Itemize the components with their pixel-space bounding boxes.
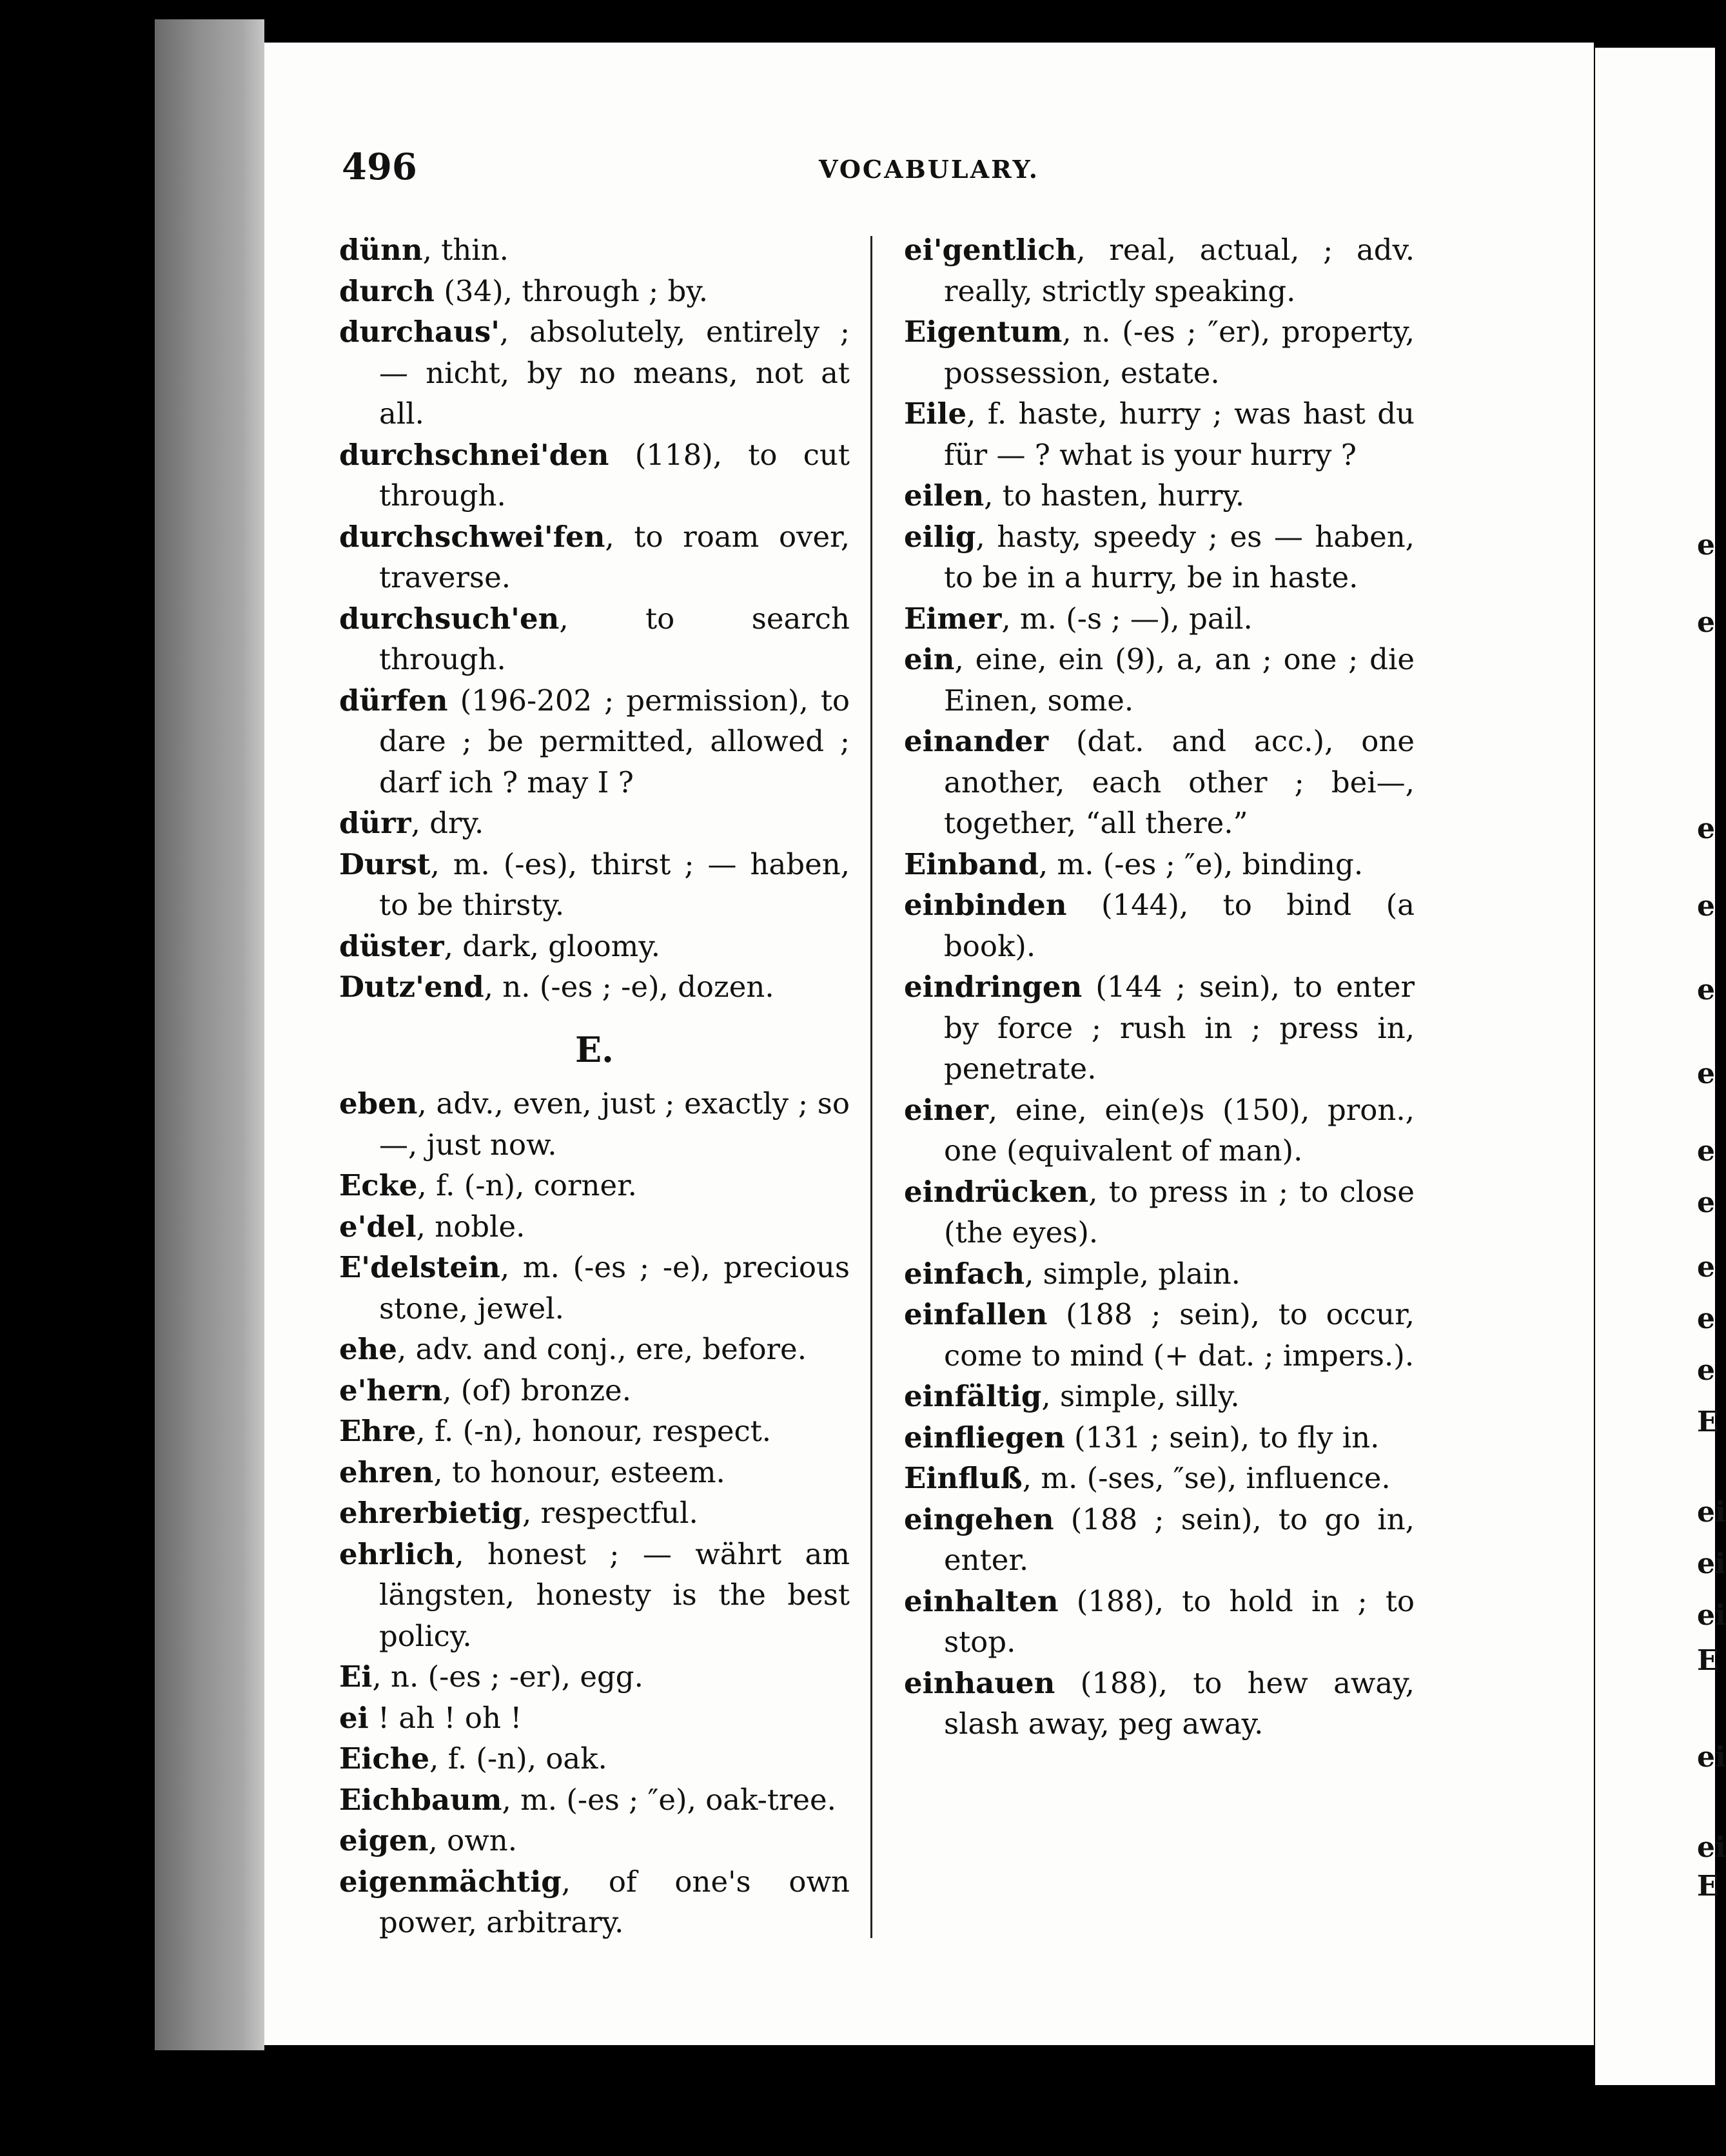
entry-definition: , to search through. [379, 601, 850, 676]
entry-definition: , m. (-es ; -e), precious stone, jewel. [379, 1250, 850, 1326]
entry-definition: , honest ; — währt am längsten, honesty is the best policy. [379, 1536, 850, 1653]
entry-headword: eigenmächtig [339, 1864, 562, 1899]
vocab-entry [904, 1458, 1415, 1499]
vocab-entry [339, 803, 850, 844]
entry-headword: ei'gentlich [904, 233, 1077, 267]
vocab-entry [904, 966, 1415, 1090]
entry-headword: Ecke [339, 1168, 418, 1202]
vocab-entry [904, 475, 1415, 516]
entry-definition: , hasty, speedy ; es — haben, to be in a hurry, be in haste. [944, 519, 1415, 594]
vocab-entry [339, 926, 850, 967]
entry-definition: , adv., even, just ; exactly ; so—, just now. [379, 1086, 850, 1162]
edge-letter: e [1697, 1302, 1715, 1335]
edge-letter: ei [1697, 1599, 1726, 1632]
entry-definition: , to press in ; to close (the eyes). [944, 1174, 1415, 1250]
entry-headword: Eiche [339, 1741, 430, 1776]
entry-definition: , n. (-es ; -er), egg. [372, 1660, 643, 1694]
vocab-entry [904, 311, 1415, 393]
entry-definition: , n. (-es ; ″er), property, possession, estate. [944, 315, 1415, 390]
entry-headword: E'delstein [339, 1250, 500, 1284]
vocab-entry [339, 1779, 850, 1821]
entry-definition: , simple, silly. [1041, 1379, 1240, 1413]
vocab-entry [339, 1206, 850, 1248]
entry-headword: eingehen [904, 1502, 1054, 1536]
entry-headword: einfältig [904, 1379, 1042, 1413]
entry-headword: eindringen [904, 970, 1083, 1004]
vocab-entry [339, 311, 850, 435]
entry-headword: eilig [904, 519, 976, 554]
entry-definition: , (of) bronze. [442, 1373, 631, 1407]
entry-definition: , own. [428, 1823, 518, 1857]
vocab-entry [339, 680, 850, 803]
vocab-entry [339, 1820, 850, 1861]
vocab-entry [904, 230, 1415, 311]
entry-headword: einbinden [904, 888, 1067, 922]
entry-definition: (188 ; sein), to occur, come to mind (+ dat. ; impers.). [944, 1297, 1415, 1373]
vocab-entry [904, 1499, 1415, 1581]
entry-headword: Einband [904, 847, 1039, 881]
vocab-entry [904, 1090, 1415, 1171]
entry-headword: Eichbaum [339, 1782, 502, 1817]
entry-definition: , n. (-es ; -e), dozen. [484, 970, 774, 1004]
entry-definition: (188), to hold in ; to stop. [944, 1583, 1415, 1659]
column-divider [870, 236, 872, 1938]
entry-headword: Einfluß [904, 1461, 1023, 1495]
edge-letter: e [1697, 812, 1715, 845]
entry-definition: , f. (-n), corner. [417, 1168, 637, 1202]
entry-headword: durchaus' [339, 315, 500, 349]
entry-headword: ehrerbietig [339, 1496, 522, 1530]
entry-headword: durchschnei'den [339, 437, 609, 472]
entry-definition: , thin. [422, 233, 509, 267]
entry-headword: eigen [339, 1823, 429, 1857]
running-head: VOCABULARY. [819, 155, 1039, 184]
entry-headword: dünn [339, 233, 423, 267]
entry-definition: , adv. and conj., ere, before. [397, 1332, 807, 1366]
edge-letter: E [1697, 1870, 1719, 1903]
vocab-entry [339, 1698, 850, 1739]
edge-letter: e [1697, 1251, 1715, 1284]
entry-headword: dürr [339, 806, 411, 840]
vocab-entry [904, 1171, 1415, 1253]
edge-letter: e [1697, 529, 1715, 562]
entry-headword: einer [904, 1092, 988, 1127]
entry-definition: , to honour, esteem. [433, 1455, 725, 1489]
vocab-entry [904, 1581, 1415, 1663]
vocab-entry [904, 516, 1415, 598]
entry-headword: einhauen [904, 1665, 1055, 1700]
entry-definition: , respectful. [522, 1496, 698, 1530]
vocab-entry [339, 435, 850, 516]
entry-definition: , m. (-ses, ″se), influence. [1022, 1461, 1391, 1495]
entry-definition: , f. (-n), oak. [429, 1741, 607, 1776]
right-entries [904, 230, 1415, 1745]
entry-definition: , m. (-es ; ″e), binding. [1038, 847, 1364, 881]
section-letter: E. [575, 1028, 614, 1070]
vocab-entry [339, 1083, 850, 1165]
edge-letter: ei [1697, 1496, 1726, 1529]
vocab-entry [339, 1370, 850, 1411]
entry-headword: e'del [339, 1209, 417, 1244]
entry-headword: ein [904, 642, 955, 676]
edge-letter: ei [1697, 1547, 1726, 1580]
entry-headword: eben [339, 1086, 418, 1121]
vocab-entry [339, 230, 850, 271]
entry-headword: Eigentum [904, 315, 1063, 349]
entry-definition: , m. (-es ; ″e), oak-tree. [502, 1782, 836, 1817]
vocab-entry [339, 966, 850, 1008]
entry-headword: durch [339, 273, 435, 308]
vocab-entry [339, 271, 850, 312]
edge-letter: e [1697, 1057, 1715, 1090]
entry-headword: ei [339, 1700, 369, 1735]
vocab-entry [339, 1861, 850, 1943]
entry-definition: , real, actual, ; adv. really, strictly speaking. [944, 233, 1415, 308]
vocab-entry [339, 1247, 850, 1329]
vocab-entry [339, 1534, 850, 1657]
edge-letter: E [1697, 1644, 1719, 1677]
entry-definition: (188 ; sein), to go in, enter. [944, 1502, 1415, 1577]
entry-headword: Durst [339, 847, 431, 881]
vocab-entry [339, 1493, 850, 1534]
entry-definition: ! ah ! oh ! [368, 1700, 522, 1735]
vocab-entry [339, 516, 850, 598]
vocab-entry [904, 1663, 1415, 1745]
entry-definition: (188), to hew away, slash away, peg away. [944, 1665, 1415, 1741]
book-spine [155, 19, 264, 2050]
entry-definition: , dark, gloomy. [444, 928, 661, 963]
entry-definition: , to roam over, traverse. [379, 519, 850, 594]
vocab-entry [339, 1452, 850, 1493]
vocab-entry [339, 1411, 850, 1452]
edge-letter: e [1697, 1354, 1715, 1387]
entry-headword: einander [904, 724, 1049, 758]
entry-headword: dürfen [339, 683, 448, 718]
left-entries-before [339, 230, 850, 1008]
vocab-entry [339, 598, 850, 680]
book-page [264, 43, 1594, 2045]
next-page-edge [1595, 48, 1726, 2085]
entry-headword: ehrlich [339, 1536, 455, 1571]
vocab-entry [904, 1417, 1415, 1458]
vocab-entry [904, 721, 1415, 844]
entry-headword: Eile [904, 397, 967, 431]
page-number: 496 [342, 146, 417, 188]
entry-definition: (34), through ; by. [435, 273, 709, 308]
entry-headword: einfliegen [904, 1420, 1065, 1455]
entry-headword: ehe [339, 1332, 397, 1366]
vocab-entry [339, 1165, 850, 1206]
entry-definition: , absolutely, entirely ; — nicht, by no means, not at all. [379, 315, 850, 431]
edge-letter: e [1697, 974, 1715, 1006]
entry-headword: ehren [339, 1455, 434, 1489]
entry-headword: durchschwei'fen [339, 519, 605, 554]
entry-headword: eilen [904, 478, 985, 513]
entry-headword: Ei [339, 1660, 373, 1694]
vocab-entry [904, 1376, 1415, 1417]
entry-headword: e'hern [339, 1373, 443, 1407]
entry-definition: , simple, plain. [1025, 1256, 1241, 1291]
entry-headword: Ehre [339, 1414, 417, 1448]
entry-definition: , noble. [416, 1209, 525, 1244]
vocab-entry [904, 1294, 1415, 1376]
page-header [342, 146, 1516, 197]
edge-letter: ei [1697, 1831, 1726, 1864]
entry-definition: , eine, ein(e)s (150), pron., one (equivalent of man). [944, 1092, 1415, 1168]
vocab-entry [904, 598, 1415, 640]
entry-headword: Eimer [904, 601, 1002, 636]
entry-definition: , eine, ein (9), a, an ; one ; die Einen, some. [944, 642, 1415, 718]
vocab-entry [339, 1738, 850, 1779]
entry-headword: düster [339, 928, 444, 963]
edge-letter: e [1697, 890, 1715, 923]
entry-definition: (118), to cut through. [379, 437, 850, 513]
edge-letter: E [1697, 1406, 1719, 1438]
left-column [339, 230, 850, 1943]
edge-letter: ei [1697, 1741, 1726, 1774]
vocab-entry [339, 844, 850, 926]
entry-definition: (144), to bind (a book). [944, 888, 1415, 963]
entry-definition: (dat. and acc.), one another, each other ; bei—, together, “all there.” [944, 724, 1415, 840]
entry-definition: , f. haste, hurry ; was hast du für — ? what is your hurry ? [944, 397, 1415, 472]
vocab-entry [904, 844, 1415, 885]
entry-definition: (144 ; sein), to enter by force ; rush in ; press in, penetrate. [944, 970, 1415, 1086]
edge-letter: e [1697, 606, 1715, 639]
entry-definition: , of one's own power, arbitrary. [379, 1864, 850, 1939]
vocab-entry [904, 639, 1415, 721]
left-entries-after [339, 1083, 850, 1943]
entry-definition: , dry. [411, 806, 484, 840]
entry-headword: Dutz'end [339, 970, 484, 1004]
entry-definition: , to hasten, hurry. [984, 478, 1245, 513]
edge-letter: e [1697, 1135, 1715, 1168]
vocab-entry [339, 1656, 850, 1698]
entry-headword: durchsuch'en [339, 601, 560, 636]
entry-definition: (131 ; sein), to fly in. [1064, 1420, 1380, 1455]
entry-headword: einfallen [904, 1297, 1048, 1331]
entry-definition: , m. (-es), thirst ; — haben, to be thirsty. [379, 847, 850, 922]
entry-definition: (196-202 ; permission), to dare ; be permitted, allowed ; darf ich ? may I ? [379, 683, 850, 799]
vocab-entry [904, 885, 1415, 966]
entry-definition: , m. (-s ; —), pail. [1001, 601, 1253, 636]
entry-definition: , f. (-n), honour, respect. [416, 1414, 772, 1448]
edge-letter: e [1697, 1186, 1715, 1219]
vocab-entry [904, 1253, 1415, 1295]
entry-headword: einhalten [904, 1583, 1059, 1618]
entry-headword: eindrücken [904, 1174, 1089, 1209]
entry-headword: einfach [904, 1256, 1025, 1291]
right-column [904, 230, 1415, 1745]
vocab-entry [339, 1329, 850, 1370]
vocab-entry [904, 393, 1415, 475]
